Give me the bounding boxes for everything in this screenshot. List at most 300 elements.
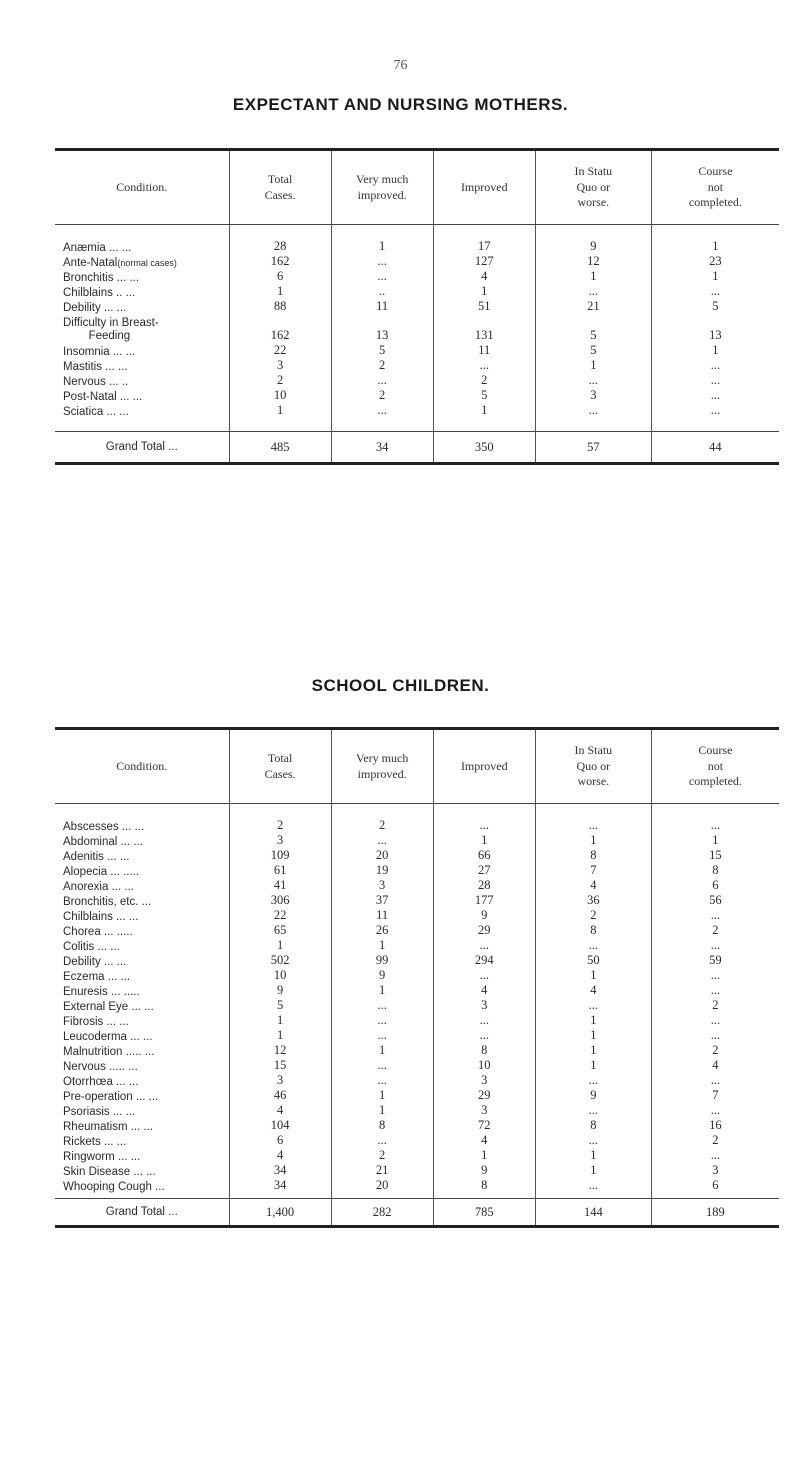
- condition-label: Mastitis ... ...: [63, 360, 128, 373]
- condition-cell: [55, 818, 229, 833]
- value-cell: 162: [229, 314, 331, 343]
- value-cell: 1: [331, 1103, 433, 1118]
- table-row: [55, 893, 779, 908]
- value-cell: 12: [229, 1043, 331, 1058]
- value-cell: 41: [229, 878, 331, 893]
- value-cell: ...: [651, 1073, 779, 1088]
- condition-cell: [55, 403, 229, 418]
- value-cell: 7: [651, 1088, 779, 1103]
- condition-label: Otorrhœa ... ...: [63, 1075, 139, 1088]
- value-cell: 1: [535, 1013, 651, 1028]
- value-cell: ...: [535, 1133, 651, 1148]
- table-row: [55, 239, 779, 254]
- table-row: [55, 983, 779, 998]
- value-cell: 3: [229, 358, 331, 373]
- value-cell: 162: [229, 254, 331, 269]
- column-header: Very much improved.: [331, 150, 433, 225]
- value-cell: 5: [535, 314, 651, 343]
- value-cell: 3: [535, 388, 651, 403]
- value-cell: 65: [229, 923, 331, 938]
- value-cell: 1: [535, 1163, 651, 1178]
- value-cell: 3: [433, 1103, 535, 1118]
- value-cell: 502: [229, 953, 331, 968]
- condition-label: Fibrosis ... ...: [63, 1015, 129, 1028]
- condition-cell: [55, 1163, 229, 1178]
- value-cell: ...: [433, 818, 535, 833]
- value-cell: 3: [433, 998, 535, 1013]
- value-cell: 2: [331, 358, 433, 373]
- value-cell: 4: [433, 269, 535, 284]
- value-cell: 1: [651, 343, 779, 358]
- value-cell: ...: [331, 1013, 433, 1028]
- value-cell: 5: [229, 998, 331, 1013]
- grand-total-row: [55, 1199, 779, 1227]
- condition-cell: [55, 923, 229, 938]
- value-cell: 1: [229, 1028, 331, 1043]
- header-row: [55, 150, 779, 225]
- value-cell: ...: [651, 1148, 779, 1163]
- value-cell: 3: [229, 1073, 331, 1088]
- condition-label: Adenitis ... ...: [63, 850, 130, 863]
- condition-label: Nervous ... ..: [63, 375, 129, 388]
- value-cell: 2: [535, 908, 651, 923]
- value-cell: ...: [331, 833, 433, 848]
- grand-total-value: 189: [651, 1199, 779, 1227]
- condition-label: Insomnia ... ...: [63, 345, 136, 358]
- table-row: [55, 1133, 779, 1148]
- condition-label: Alopecia ... .....: [63, 865, 140, 878]
- value-cell: ...: [651, 908, 779, 923]
- value-cell: 56: [651, 893, 779, 908]
- value-cell: 1: [433, 284, 535, 299]
- value-cell: 8: [651, 863, 779, 878]
- grand-total-value: 57: [535, 432, 651, 464]
- condition-cell: [55, 1058, 229, 1073]
- condition-label: Enuresis ... .....: [63, 985, 140, 998]
- value-cell: 46: [229, 1088, 331, 1103]
- value-cell: 1: [651, 269, 779, 284]
- value-cell: 88: [229, 299, 331, 314]
- value-cell: ...: [651, 968, 779, 983]
- table-row: [55, 1178, 779, 1193]
- value-cell: 1: [331, 938, 433, 953]
- condition-label: Abscesses ... ...: [63, 820, 145, 833]
- column-header: Course not completed.: [651, 729, 779, 804]
- value-cell: 104: [229, 1118, 331, 1133]
- condition-label: Malnutrition ..... ...: [63, 1045, 155, 1058]
- header-row: [55, 729, 779, 804]
- value-cell: 4: [535, 878, 651, 893]
- value-cell: 10: [229, 968, 331, 983]
- condition-label: Eczema ... ...: [63, 970, 131, 983]
- grand-total-row: [55, 432, 779, 464]
- value-cell: 59: [651, 953, 779, 968]
- column-header: Condition.: [55, 729, 229, 804]
- value-cell: 26: [331, 923, 433, 938]
- value-cell: ...: [331, 254, 433, 269]
- value-cell: 36: [535, 893, 651, 908]
- table-row: [55, 299, 779, 314]
- condition-label: External Eye ... ...: [63, 1000, 154, 1013]
- value-cell: ...: [651, 983, 779, 998]
- condition-cell: [55, 1133, 229, 1148]
- value-cell: 19: [331, 863, 433, 878]
- condition-label: Psoriasis ... ...: [63, 1105, 136, 1118]
- value-cell: 294: [433, 953, 535, 968]
- condition-cell: [55, 848, 229, 863]
- condition-cell: [55, 358, 229, 373]
- value-cell: 2: [331, 818, 433, 833]
- condition-label: Anæmia ... ...: [63, 241, 132, 254]
- table-row: [55, 1163, 779, 1178]
- value-cell: 21: [535, 299, 651, 314]
- table-row: [55, 938, 779, 953]
- condition-label: Ante-Natal: [63, 256, 118, 269]
- table-row: [55, 1103, 779, 1118]
- value-cell: ...: [535, 998, 651, 1013]
- table-row: [55, 1118, 779, 1133]
- table-row: [55, 284, 779, 299]
- condition-label: Abdominal ... ...: [63, 835, 143, 848]
- grand-total-value: 1,400: [229, 1199, 331, 1227]
- grand-total-value: 282: [331, 1199, 433, 1227]
- table-row: [55, 953, 779, 968]
- value-cell: 177: [433, 893, 535, 908]
- value-cell: 131: [433, 314, 535, 343]
- value-cell: 1: [331, 1088, 433, 1103]
- value-cell: 2: [651, 1043, 779, 1058]
- value-cell: 99: [331, 953, 433, 968]
- column-header: In Statu Quo or worse.: [535, 729, 651, 804]
- column-header: Condition.: [55, 150, 229, 225]
- value-cell: ...: [651, 373, 779, 388]
- value-cell: 1: [651, 833, 779, 848]
- value-cell: 3: [331, 878, 433, 893]
- value-cell: 8: [535, 923, 651, 938]
- table-row: [55, 1043, 779, 1058]
- value-cell: 10: [433, 1058, 535, 1073]
- page-number: 76: [393, 58, 408, 73]
- value-cell: 16: [651, 1118, 779, 1133]
- condition-label: Bronchitis ... ...: [63, 271, 140, 284]
- condition-cell: [55, 343, 229, 358]
- table-row: [55, 1073, 779, 1088]
- value-cell: 22: [229, 343, 331, 358]
- value-cell: 1: [331, 983, 433, 998]
- value-cell: 9: [433, 1163, 535, 1178]
- value-cell: 7: [535, 863, 651, 878]
- condition-cell: [55, 1148, 229, 1163]
- table-row: [55, 269, 779, 284]
- value-cell: 1: [331, 239, 433, 254]
- value-cell: ...: [331, 1058, 433, 1073]
- value-cell: 72: [433, 1118, 535, 1133]
- value-cell: 9: [433, 908, 535, 923]
- value-cell: 23: [651, 254, 779, 269]
- grand-total-label: Grand Total ...: [55, 1199, 229, 1227]
- value-cell: 1: [229, 284, 331, 299]
- condition-note: (normal cases): [117, 257, 177, 268]
- condition-cell: [55, 1043, 229, 1058]
- value-cell: 27: [433, 863, 535, 878]
- table-row: [55, 818, 779, 833]
- value-cell: 127: [433, 254, 535, 269]
- value-cell: ...: [535, 373, 651, 388]
- value-cell: ...: [331, 373, 433, 388]
- value-cell: 50: [535, 953, 651, 968]
- condition-label: Sciatica ... ...: [63, 405, 129, 418]
- value-cell: 306: [229, 893, 331, 908]
- value-cell: 4: [433, 983, 535, 998]
- value-cell: 9: [331, 968, 433, 983]
- condition-label: Ringworm ... ...: [63, 1150, 141, 1163]
- value-cell: 20: [331, 848, 433, 863]
- value-cell: 1: [433, 403, 535, 418]
- condition-label: Chilblains ... ...: [63, 910, 139, 923]
- value-cell: 1: [229, 403, 331, 418]
- condition-label: Debility ... ...: [63, 301, 127, 314]
- mothers-table: [55, 148, 779, 465]
- condition-label: Skin Disease ... ...: [63, 1165, 156, 1178]
- value-cell: 4: [229, 1148, 331, 1163]
- value-cell: ...: [331, 1133, 433, 1148]
- value-cell: 5: [651, 299, 779, 314]
- table-row: [55, 878, 779, 893]
- value-cell: 3: [651, 1163, 779, 1178]
- condition-cell: [55, 968, 229, 983]
- table-row: [55, 1148, 779, 1163]
- value-cell: ...: [535, 1073, 651, 1088]
- grand-total-value: 785: [433, 1199, 535, 1227]
- condition-label: Rheumatism ... ...: [63, 1120, 154, 1133]
- condition-cell: [55, 1013, 229, 1028]
- condition-label: Pre-operation ... ...: [63, 1090, 159, 1103]
- value-cell: 11: [331, 908, 433, 923]
- value-cell: 8: [433, 1178, 535, 1193]
- condition-cell: [55, 254, 229, 269]
- value-cell: 5: [331, 343, 433, 358]
- value-cell: 11: [433, 343, 535, 358]
- value-cell: 34: [229, 1178, 331, 1193]
- value-cell: 11: [331, 299, 433, 314]
- value-cell: ...: [433, 938, 535, 953]
- column-header: Total Cases.: [229, 150, 331, 225]
- value-cell: ...: [651, 403, 779, 418]
- column-header: Improved: [433, 150, 535, 225]
- value-cell: 2: [229, 373, 331, 388]
- value-cell: ...: [535, 1103, 651, 1118]
- value-cell: 4: [229, 1103, 331, 1118]
- value-cell: 9: [535, 239, 651, 254]
- table-row: [55, 848, 779, 863]
- value-cell: 1: [535, 269, 651, 284]
- value-cell: 22: [229, 908, 331, 923]
- value-cell: 34: [229, 1163, 331, 1178]
- table-row: [55, 373, 779, 388]
- value-cell: 13: [331, 314, 433, 343]
- condition-label: Colitis ... ...: [63, 940, 120, 953]
- value-cell: 1: [433, 1148, 535, 1163]
- value-cell: 1: [535, 1043, 651, 1058]
- value-cell: 4: [433, 1133, 535, 1148]
- table-row: [55, 923, 779, 938]
- value-cell: 4: [651, 1058, 779, 1073]
- value-cell: 29: [433, 1088, 535, 1103]
- value-cell: 1: [433, 833, 535, 848]
- value-cell: 9: [535, 1088, 651, 1103]
- value-cell: ...: [535, 938, 651, 953]
- grand-total-value: 34: [331, 432, 433, 464]
- value-cell: 2: [651, 923, 779, 938]
- value-cell: 5: [535, 343, 651, 358]
- value-cell: ...: [433, 1013, 535, 1028]
- condition-cell: [55, 373, 229, 388]
- condition-cell: [55, 893, 229, 908]
- condition-label: Leucoderma ... ...: [63, 1030, 153, 1043]
- grand-total-label: Grand Total ...: [55, 432, 229, 464]
- table-row: [55, 343, 779, 358]
- value-cell: 61: [229, 863, 331, 878]
- value-cell: ...: [331, 269, 433, 284]
- table-row: [55, 314, 779, 343]
- condition-label: Debility ... ...: [63, 955, 127, 968]
- value-cell: 4: [535, 983, 651, 998]
- value-cell: 6: [229, 1133, 331, 1148]
- value-cell: 1: [535, 833, 651, 848]
- value-cell: 2: [651, 1133, 779, 1148]
- condition-cell: [55, 1118, 229, 1133]
- condition-label: Post-Natal ... ...: [63, 390, 143, 403]
- condition-cell: [55, 284, 229, 299]
- value-cell: 2: [331, 1148, 433, 1163]
- value-cell: 9: [229, 983, 331, 998]
- condition-cell: [55, 1088, 229, 1103]
- value-cell: 28: [433, 878, 535, 893]
- value-cell: 6: [229, 269, 331, 284]
- condition-cell: [55, 299, 229, 314]
- condition-cell: [55, 1103, 229, 1118]
- value-cell: 15: [651, 848, 779, 863]
- value-cell: ...: [651, 938, 779, 953]
- condition-cell: [55, 1073, 229, 1088]
- value-cell: 1: [651, 239, 779, 254]
- column-header: In Statu Quo or worse.: [535, 150, 651, 225]
- condition-cell: [55, 314, 229, 343]
- value-cell: 1: [535, 358, 651, 373]
- condition-cell: [55, 1028, 229, 1043]
- value-cell: ...: [433, 968, 535, 983]
- grand-total-value: 144: [535, 1199, 651, 1227]
- table-row: [55, 1088, 779, 1103]
- column-header: Course not completed.: [651, 150, 779, 225]
- value-cell: 17: [433, 239, 535, 254]
- value-cell: 2: [331, 388, 433, 403]
- condition-cell: [55, 269, 229, 284]
- value-cell: 5: [433, 388, 535, 403]
- value-cell: 8: [433, 1043, 535, 1058]
- value-cell: ...: [535, 403, 651, 418]
- value-cell: 1: [535, 1058, 651, 1073]
- value-cell: 66: [433, 848, 535, 863]
- condition-cell: [55, 833, 229, 848]
- value-cell: 1: [535, 1148, 651, 1163]
- value-cell: 8: [331, 1118, 433, 1133]
- condition-label: Whooping Cough ...: [63, 1180, 165, 1193]
- value-cell: 8: [535, 848, 651, 863]
- table-row: [55, 833, 779, 848]
- table-row: [55, 998, 779, 1013]
- condition-cell: [55, 983, 229, 998]
- value-cell: ...: [535, 818, 651, 833]
- value-cell: ...: [535, 284, 651, 299]
- table-row: [55, 403, 779, 418]
- condition-label: Difficulty in Breast- Feeding: [63, 316, 159, 342]
- value-cell: ..: [331, 284, 433, 299]
- value-cell: 3: [433, 1073, 535, 1088]
- value-cell: 10: [229, 388, 331, 403]
- children-table: [55, 727, 779, 1228]
- value-cell: ...: [651, 284, 779, 299]
- value-cell: ...: [331, 403, 433, 418]
- table-row: [55, 1058, 779, 1073]
- value-cell: 12: [535, 254, 651, 269]
- value-cell: 1: [535, 1028, 651, 1043]
- value-cell: 2: [229, 818, 331, 833]
- condition-label: Chorea ... .....: [63, 925, 133, 938]
- value-cell: 8: [535, 1118, 651, 1133]
- column-header: Very much improved.: [331, 729, 433, 804]
- value-cell: 1: [331, 1043, 433, 1058]
- value-cell: 6: [651, 1178, 779, 1193]
- value-cell: ...: [433, 358, 535, 373]
- value-cell: 28: [229, 239, 331, 254]
- value-cell: 6: [651, 878, 779, 893]
- value-cell: 3: [229, 833, 331, 848]
- value-cell: 1: [229, 1013, 331, 1028]
- condition-label: Bronchitis, etc. ...: [63, 895, 152, 908]
- condition-label: Nervous ..... ...: [63, 1060, 138, 1073]
- table-row: [55, 254, 779, 269]
- value-cell: 2: [433, 373, 535, 388]
- value-cell: 20: [331, 1178, 433, 1193]
- condition-cell: [55, 239, 229, 254]
- condition-label: Chilblains .. ...: [63, 286, 136, 299]
- table-row: [55, 863, 779, 878]
- condition-label: Anorexia ... ...: [63, 880, 134, 893]
- table-row: [55, 388, 779, 403]
- condition-cell: [55, 1178, 229, 1193]
- column-header: Total Cases.: [229, 729, 331, 804]
- table-row: [55, 908, 779, 923]
- grand-total-value: 350: [433, 432, 535, 464]
- condition-cell: [55, 878, 229, 893]
- value-cell: ...: [331, 998, 433, 1013]
- grand-total-value: 44: [651, 432, 779, 464]
- value-cell: ...: [535, 1178, 651, 1193]
- table-row: [55, 968, 779, 983]
- value-cell: 21: [331, 1163, 433, 1178]
- value-cell: ...: [433, 1028, 535, 1043]
- mothers-section-title: EXPECTANT AND NURSING MOTHERS.: [232, 95, 569, 114]
- condition-cell: [55, 938, 229, 953]
- table-row: [55, 358, 779, 373]
- value-cell: 15: [229, 1058, 331, 1073]
- condition-label: Rickets ... ...: [63, 1135, 127, 1148]
- value-cell: 2: [651, 998, 779, 1013]
- condition-cell: [55, 998, 229, 1013]
- condition-cell: [55, 953, 229, 968]
- value-cell: ...: [651, 1028, 779, 1043]
